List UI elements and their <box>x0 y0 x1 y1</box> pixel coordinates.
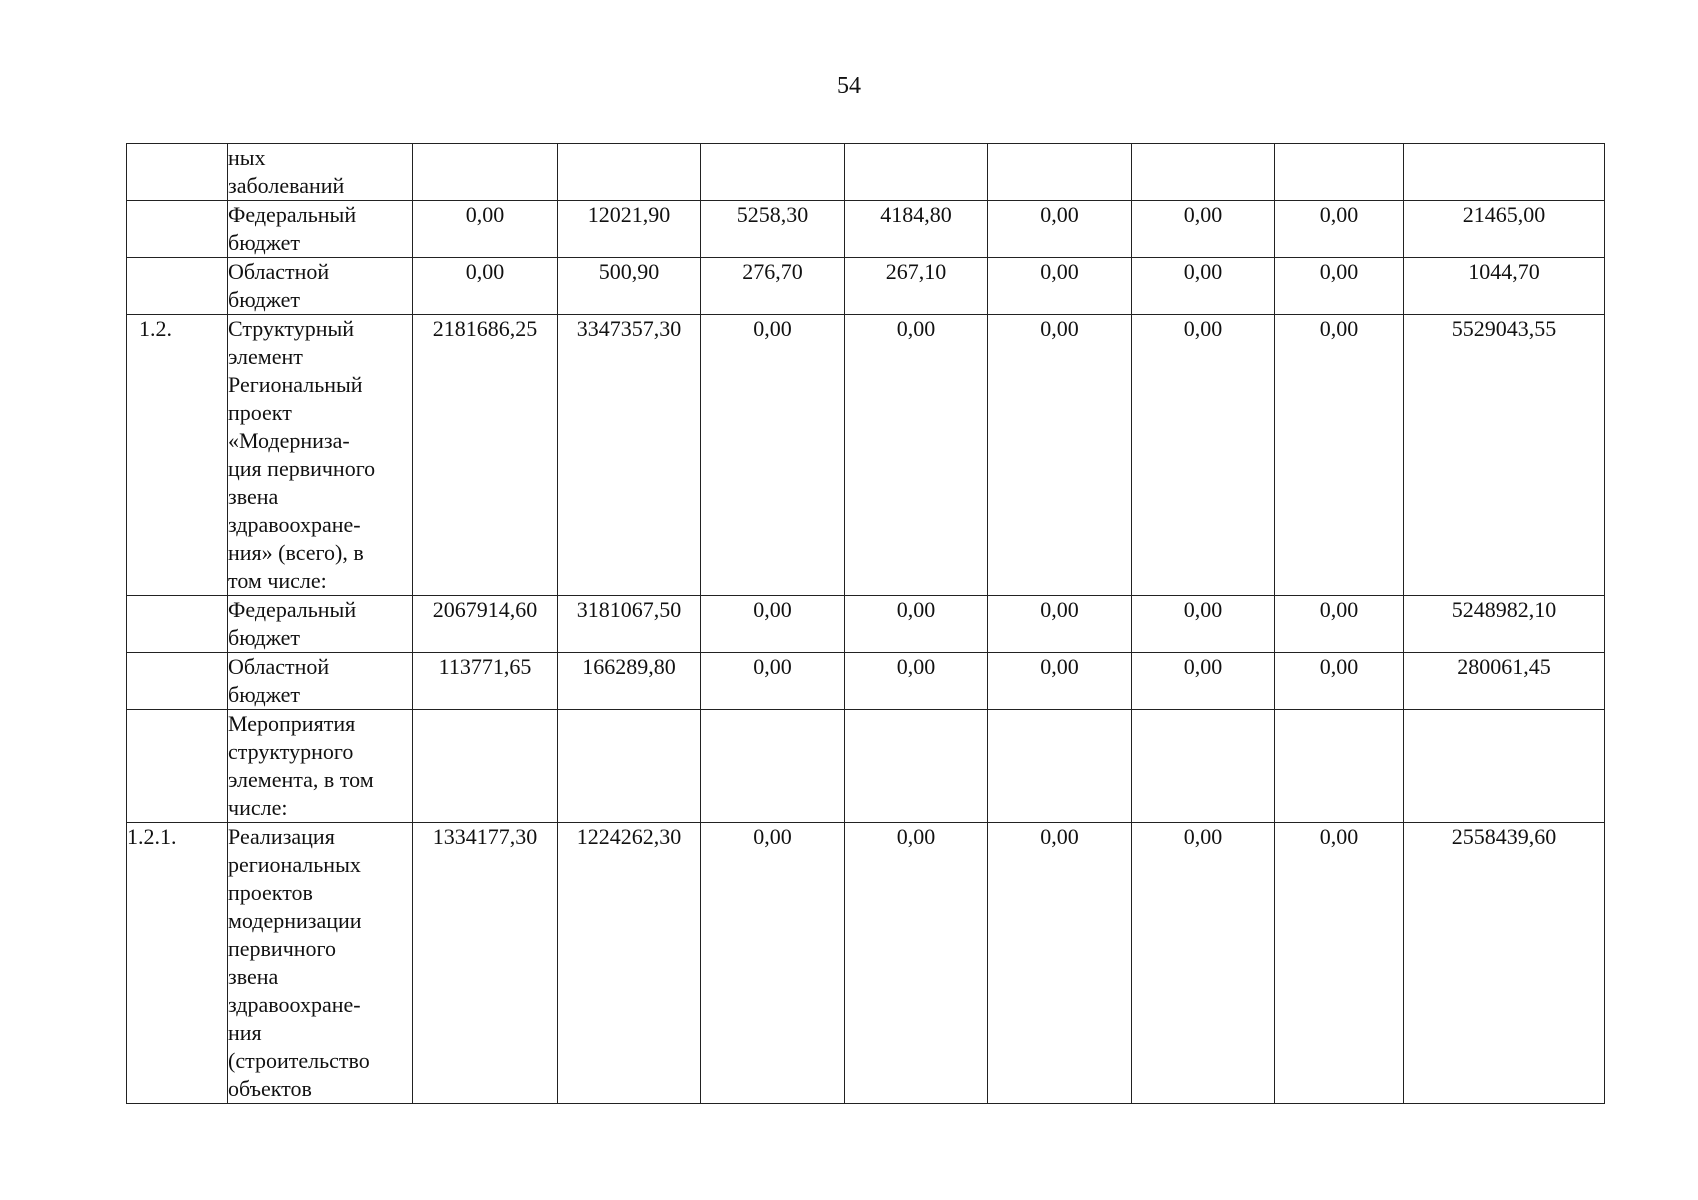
value-cell: 0,00 <box>988 596 1132 653</box>
value-cell: 0,00 <box>1132 596 1275 653</box>
value-cell: 0,00 <box>701 653 845 710</box>
value-cell: 5258,30 <box>701 201 845 258</box>
table-row <box>127 258 1605 315</box>
row-name <box>228 823 413 1104</box>
value-cell: 0,00 <box>1275 201 1404 258</box>
value-cell <box>1275 710 1404 823</box>
value-cell: 0,00 <box>1132 315 1275 596</box>
value-cell: 0,00 <box>988 201 1132 258</box>
value-cell <box>413 144 558 201</box>
value-cell: 0,00 <box>1275 596 1404 653</box>
value-cell: 12021,90 <box>558 201 701 258</box>
row-number <box>127 201 228 258</box>
value-cell: 0,00 <box>701 596 845 653</box>
row-name-text: Мероприятия структурного элемента, в том числе: <box>228 711 374 820</box>
table-row <box>127 144 1605 201</box>
row-name-text: Федеральный бюджет <box>228 597 357 650</box>
row-name-text: ных заболеваний <box>228 145 345 198</box>
value-cell <box>845 144 988 201</box>
value-cell: 0,00 <box>1132 201 1275 258</box>
value-cell: 1334177,30 <box>413 823 558 1104</box>
value-cell: 0,00 <box>845 653 988 710</box>
total-cell: 2558439,60 <box>1404 823 1605 1104</box>
page-number: 54 <box>837 73 861 99</box>
row-name <box>228 201 413 258</box>
row-name <box>228 653 413 710</box>
value-cell <box>558 144 701 201</box>
table-row <box>127 315 1605 596</box>
row-name <box>228 144 413 201</box>
total-cell <box>1404 144 1605 201</box>
total-cell: 21465,00 <box>1404 201 1605 258</box>
value-cell: 0,00 <box>845 315 988 596</box>
value-cell: 0,00 <box>988 258 1132 315</box>
total-cell: 1044,70 <box>1404 258 1605 315</box>
row-number <box>127 653 228 710</box>
budget-table <box>126 143 1605 1104</box>
table-row <box>127 653 1605 710</box>
total-cell: 280061,45 <box>1404 653 1605 710</box>
total-cell: 5529043,55 <box>1404 315 1605 596</box>
row-number <box>127 710 228 823</box>
row-number <box>127 596 228 653</box>
row-name-text: Федеральный бюджет <box>228 202 357 255</box>
value-cell <box>701 710 845 823</box>
value-cell: 0,00 <box>413 201 558 258</box>
table-row <box>127 201 1605 258</box>
value-cell: 0,00 <box>1275 258 1404 315</box>
row-number: 1.2.1. <box>127 823 228 1104</box>
value-cell: 0,00 <box>1275 315 1404 596</box>
value-cell <box>845 710 988 823</box>
value-cell: 0,00 <box>413 258 558 315</box>
value-cell: 1224262,30 <box>558 823 701 1104</box>
row-name-text: Структурный элемент Региональный проект «Модерниза- ция первичного звена здравоохране- ния» (всего), в том числе: <box>228 316 376 593</box>
value-cell: 2067914,60 <box>413 596 558 653</box>
value-cell: 113771,65 <box>413 653 558 710</box>
value-cell: 166289,80 <box>558 653 701 710</box>
value-cell: 0,00 <box>988 315 1132 596</box>
row-name <box>228 596 413 653</box>
row-number <box>127 258 228 315</box>
row-number: 1.2. <box>127 315 228 596</box>
value-cell: 0,00 <box>1275 653 1404 710</box>
row-name <box>228 710 413 823</box>
row-name-text: Областной бюджет <box>228 654 330 707</box>
value-cell: 0,00 <box>1132 258 1275 315</box>
value-cell: 0,00 <box>1275 823 1404 1104</box>
row-number <box>127 144 228 201</box>
value-cell: 0,00 <box>845 596 988 653</box>
row-name <box>228 315 413 596</box>
value-cell: 0,00 <box>988 653 1132 710</box>
budget-table-body <box>127 144 1605 1104</box>
row-name <box>228 258 413 315</box>
value-cell <box>701 144 845 201</box>
value-cell: 500,90 <box>558 258 701 315</box>
value-cell: 0,00 <box>1132 823 1275 1104</box>
value-cell: 276,70 <box>701 258 845 315</box>
value-cell <box>988 144 1132 201</box>
table-row <box>127 710 1605 823</box>
value-cell: 3181067,50 <box>558 596 701 653</box>
row-name-text: Реализация региональных проектов модернизации первичного звена здравоохране- ния (строительство объектов <box>228 824 370 1101</box>
row-name-text: Областной бюджет <box>228 259 330 312</box>
value-cell <box>1132 144 1275 201</box>
table-row <box>127 823 1605 1104</box>
value-cell: 0,00 <box>701 823 845 1104</box>
value-cell: 4184,80 <box>845 201 988 258</box>
value-cell: 2181686,25 <box>413 315 558 596</box>
value-cell: 0,00 <box>701 315 845 596</box>
table-row <box>127 596 1605 653</box>
total-cell <box>1404 710 1605 823</box>
value-cell <box>988 710 1132 823</box>
value-cell <box>413 710 558 823</box>
value-cell <box>558 710 701 823</box>
total-cell: 5248982,10 <box>1404 596 1605 653</box>
value-cell: 0,00 <box>845 823 988 1104</box>
value-cell: 0,00 <box>1132 653 1275 710</box>
value-cell <box>1275 144 1404 201</box>
value-cell: 0,00 <box>988 823 1132 1104</box>
value-cell <box>1132 710 1275 823</box>
value-cell: 3347357,30 <box>558 315 701 596</box>
value-cell: 267,10 <box>845 258 988 315</box>
